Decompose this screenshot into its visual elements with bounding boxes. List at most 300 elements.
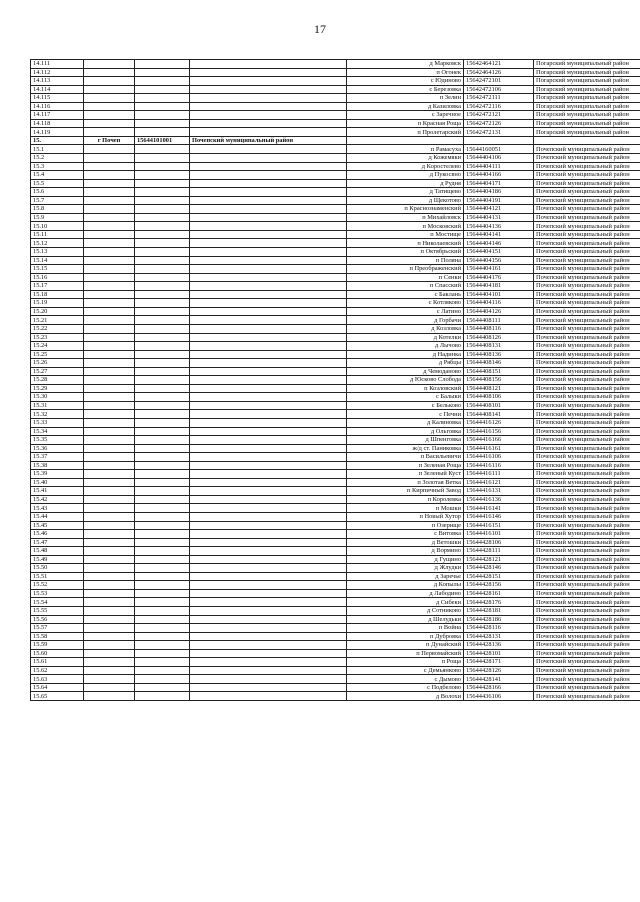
district-name: Почепский муниципальный район bbox=[534, 444, 640, 453]
empty-cell bbox=[190, 512, 347, 521]
table-row bbox=[31, 188, 640, 197]
district-name: Почепский муниципальный район bbox=[534, 290, 640, 299]
row-number: 14.115 bbox=[31, 94, 84, 103]
settlement-name: п Золотая Ветка bbox=[347, 478, 464, 487]
settlement-name: д Волохи bbox=[347, 692, 464, 701]
empty-cell bbox=[135, 350, 190, 359]
oktmo-code: 15644404191 bbox=[464, 196, 534, 205]
table-row bbox=[31, 658, 640, 667]
oktmo-code: 15644428181 bbox=[464, 607, 534, 616]
table-row bbox=[31, 324, 640, 333]
district-name: Почепский муниципальный район bbox=[534, 675, 640, 684]
empty-cell bbox=[135, 68, 190, 77]
table-row bbox=[31, 495, 640, 504]
empty-cell bbox=[190, 68, 347, 77]
settlement-name: п Мошки bbox=[347, 504, 464, 513]
section-district: Почепский муниципальный район bbox=[190, 136, 347, 145]
table-row bbox=[31, 444, 640, 453]
table-row bbox=[31, 376, 640, 385]
empty-cell bbox=[135, 128, 190, 137]
table-row bbox=[31, 555, 640, 564]
oktmo-code: 15642472126 bbox=[464, 119, 534, 128]
table-row bbox=[31, 213, 640, 222]
empty-cell bbox=[190, 316, 347, 325]
oktmo-code: 15644416131 bbox=[464, 487, 534, 496]
table-row bbox=[31, 624, 640, 633]
oktmo-code: 15644404131 bbox=[464, 213, 534, 222]
settlement-name: п Поляна bbox=[347, 256, 464, 265]
empty-cell bbox=[190, 504, 347, 513]
empty-cell bbox=[190, 342, 347, 351]
table-row bbox=[31, 230, 640, 239]
district-name: Почепский муниципальный район bbox=[534, 410, 640, 419]
district-name: Почепский муниципальный район bbox=[534, 324, 640, 333]
oktmo-code: 15644408136 bbox=[464, 350, 534, 359]
table-row bbox=[31, 342, 640, 351]
empty-cell bbox=[84, 521, 135, 530]
oktmo-code: 15644428176 bbox=[464, 598, 534, 607]
oktmo-code: 15644416111 bbox=[464, 470, 534, 479]
settlement-name: д Чемоданово bbox=[347, 367, 464, 376]
empty-cell bbox=[135, 333, 190, 342]
district-name: Почепский муниципальный район bbox=[534, 530, 640, 539]
empty-cell bbox=[190, 461, 347, 470]
empty-cell bbox=[84, 384, 135, 393]
empty-cell bbox=[190, 495, 347, 504]
empty-cell bbox=[84, 94, 135, 103]
empty-cell bbox=[190, 607, 347, 616]
row-number: 14.112 bbox=[31, 68, 84, 77]
empty-cell bbox=[135, 624, 190, 633]
empty-cell bbox=[84, 427, 135, 436]
empty-cell bbox=[190, 410, 347, 419]
row-number: 14.117 bbox=[31, 111, 84, 120]
row-number: 14.111 bbox=[31, 60, 84, 69]
district-name: Почепский муниципальный район bbox=[534, 487, 640, 496]
oktmo-code: 15642472101 bbox=[464, 77, 534, 86]
row-number: 15.17 bbox=[31, 282, 84, 291]
empty-cell bbox=[190, 632, 347, 641]
oktmo-code: 15644404111 bbox=[464, 162, 534, 171]
section-header-row bbox=[31, 136, 640, 145]
district-name: Почепский муниципальный район bbox=[534, 547, 640, 556]
district-name: Почепский муниципальный район bbox=[534, 555, 640, 564]
empty-cell bbox=[190, 641, 347, 650]
row-number: 15.6 bbox=[31, 188, 84, 197]
oktmo-code: 15644428151 bbox=[464, 572, 534, 581]
settlement-name: д Копылы bbox=[347, 581, 464, 590]
empty-cell bbox=[135, 119, 190, 128]
row-number: 15.11 bbox=[31, 230, 84, 239]
table-row bbox=[31, 350, 640, 359]
row-number: 15.15 bbox=[31, 265, 84, 274]
empty-cell bbox=[190, 393, 347, 402]
empty-cell bbox=[84, 68, 135, 77]
settlements-table bbox=[30, 59, 640, 701]
table-row bbox=[31, 547, 640, 556]
row-number: 15.58 bbox=[31, 632, 84, 641]
settlement-name: п Михайловск bbox=[347, 213, 464, 222]
row-number: 15.4 bbox=[31, 171, 84, 180]
empty-cell bbox=[190, 581, 347, 590]
table-row bbox=[31, 128, 640, 137]
row-number: 15.29 bbox=[31, 384, 84, 393]
district-name: Почепский муниципальный район bbox=[534, 333, 640, 342]
empty-cell bbox=[135, 615, 190, 624]
settlement-name: п Октябрьский bbox=[347, 248, 464, 257]
empty-cell bbox=[190, 154, 347, 163]
empty-cell bbox=[84, 692, 135, 701]
empty-cell bbox=[190, 598, 347, 607]
oktmo-code: 15644404186 bbox=[464, 188, 534, 197]
empty-cell bbox=[84, 111, 135, 120]
empty-cell bbox=[190, 675, 347, 684]
district-name: Почепский муниципальный район bbox=[534, 265, 640, 274]
settlement-name: д Жлудки bbox=[347, 564, 464, 573]
district-name: Погарский муниципальный район bbox=[534, 119, 640, 128]
oktmo-code: 15642472121 bbox=[464, 111, 534, 120]
empty-cell bbox=[190, 589, 347, 598]
empty-cell bbox=[190, 624, 347, 633]
oktmo-code: 15644428141 bbox=[464, 675, 534, 684]
row-number: 15.48 bbox=[31, 547, 84, 556]
oktmo-code: 15642472116 bbox=[464, 102, 534, 111]
empty-cell bbox=[135, 85, 190, 94]
empty-cell bbox=[84, 393, 135, 402]
empty-cell bbox=[135, 265, 190, 274]
empty-cell bbox=[135, 444, 190, 453]
empty-cell bbox=[190, 478, 347, 487]
oktmo-code: 15644428166 bbox=[464, 683, 534, 692]
table-row bbox=[31, 683, 640, 692]
settlement-name: д Рябцы bbox=[347, 359, 464, 368]
empty-cell bbox=[135, 512, 190, 521]
empty-cell bbox=[84, 538, 135, 547]
oktmo-code: 15644408121 bbox=[464, 384, 534, 393]
table-row bbox=[31, 256, 640, 265]
district-name: Почепский муниципальный район bbox=[534, 316, 640, 325]
district-name: Почепский муниципальный район bbox=[534, 512, 640, 521]
settlement-name: п Война bbox=[347, 624, 464, 633]
row-number: 15.47 bbox=[31, 538, 84, 547]
empty-cell bbox=[190, 239, 347, 248]
empty-cell bbox=[190, 222, 347, 231]
oktmo-code: 15644416141 bbox=[464, 504, 534, 513]
row-number: 14.119 bbox=[31, 128, 84, 137]
district-name: Почепский муниципальный район bbox=[534, 205, 640, 214]
district-name: Погарский муниципальный район bbox=[534, 128, 640, 137]
row-number: 15.49 bbox=[31, 555, 84, 564]
settlement-name: д Рудня bbox=[347, 179, 464, 188]
oktmo-code: 15644404136 bbox=[464, 222, 534, 231]
oktmo-code: 15644404141 bbox=[464, 230, 534, 239]
empty-cell bbox=[84, 222, 135, 231]
empty-cell bbox=[84, 162, 135, 171]
oktmo-code: 15644428156 bbox=[464, 581, 534, 590]
empty-cell bbox=[135, 145, 190, 154]
empty-cell bbox=[135, 555, 190, 564]
row-number: 15.12 bbox=[31, 239, 84, 248]
empty-cell bbox=[190, 213, 347, 222]
row-number: 15.10 bbox=[31, 222, 84, 231]
empty-cell bbox=[135, 564, 190, 573]
empty-cell bbox=[534, 136, 640, 145]
empty-cell bbox=[135, 384, 190, 393]
oktmo-code: 15644404181 bbox=[464, 282, 534, 291]
oktmo-code: 15644408116 bbox=[464, 324, 534, 333]
oktmo-code: 15644404156 bbox=[464, 256, 534, 265]
district-name: Почепский муниципальный район bbox=[534, 196, 640, 205]
oktmo-code: 15644416156 bbox=[464, 427, 534, 436]
empty-cell bbox=[190, 666, 347, 675]
settlement-name: д Лабодино bbox=[347, 589, 464, 598]
empty-cell bbox=[190, 530, 347, 539]
empty-cell bbox=[135, 410, 190, 419]
row-number: 15.20 bbox=[31, 307, 84, 316]
table-row bbox=[31, 290, 640, 299]
district-name: Почепский муниципальный район bbox=[534, 564, 640, 573]
district-name: Почепский муниципальный район bbox=[534, 581, 640, 590]
settlement-name: с Печни bbox=[347, 410, 464, 419]
table-row bbox=[31, 248, 640, 257]
table-row bbox=[31, 60, 640, 69]
district-name: Погарский муниципальный район bbox=[534, 111, 640, 120]
empty-cell bbox=[84, 495, 135, 504]
district-name: Почепский муниципальный район bbox=[534, 282, 640, 291]
row-number: 15.25 bbox=[31, 350, 84, 359]
oktmo-code: 15644428116 bbox=[464, 624, 534, 633]
empty-cell bbox=[190, 324, 347, 333]
oktmo-code: 15644428101 bbox=[464, 649, 534, 658]
row-number: 15.41 bbox=[31, 487, 84, 496]
settlement-name: с Заречное bbox=[347, 111, 464, 120]
table-row bbox=[31, 77, 640, 86]
table-row bbox=[31, 666, 640, 675]
empty-cell bbox=[190, 119, 347, 128]
row-number: 15.24 bbox=[31, 342, 84, 351]
empty-cell bbox=[84, 410, 135, 419]
settlement-name: д Калиновка bbox=[347, 418, 464, 427]
empty-cell bbox=[84, 376, 135, 385]
empty-cell bbox=[135, 683, 190, 692]
table-row bbox=[31, 222, 640, 231]
table-row bbox=[31, 598, 640, 607]
empty-cell bbox=[135, 230, 190, 239]
row-number: 15.39 bbox=[31, 470, 84, 479]
oktmo-code: 15644436106 bbox=[464, 692, 534, 701]
empty-cell bbox=[135, 239, 190, 248]
empty-cell bbox=[135, 205, 190, 214]
row-number: 15.57 bbox=[31, 624, 84, 633]
empty-cell bbox=[135, 607, 190, 616]
district-name: Почепский муниципальный район bbox=[534, 359, 640, 368]
table-row bbox=[31, 111, 640, 120]
empty-cell bbox=[135, 376, 190, 385]
oktmo-code: 15644404146 bbox=[464, 239, 534, 248]
empty-cell bbox=[84, 119, 135, 128]
row-number: 15.56 bbox=[31, 615, 84, 624]
oktmo-code: 15644416146 bbox=[464, 512, 534, 521]
empty-cell bbox=[135, 658, 190, 667]
settlement-name: с Березовка bbox=[347, 85, 464, 94]
settlement-name: с Котляково bbox=[347, 299, 464, 308]
district-name: Почепский муниципальный район bbox=[534, 393, 640, 402]
oktmo-code: 15642472111 bbox=[464, 94, 534, 103]
table-row bbox=[31, 205, 640, 214]
empty-cell bbox=[190, 188, 347, 197]
empty-cell bbox=[84, 487, 135, 496]
district-name: Почепский муниципальный район bbox=[534, 384, 640, 393]
empty-cell bbox=[84, 624, 135, 633]
table-row bbox=[31, 154, 640, 163]
empty-cell bbox=[190, 333, 347, 342]
row-number: 15.18 bbox=[31, 290, 84, 299]
settlement-name: д Шелудьки bbox=[347, 615, 464, 624]
row-number: 15.5 bbox=[31, 179, 84, 188]
empty-cell bbox=[190, 572, 347, 581]
empty-cell bbox=[135, 162, 190, 171]
empty-cell bbox=[135, 256, 190, 265]
empty-cell bbox=[190, 401, 347, 410]
row-number: 15.62 bbox=[31, 666, 84, 675]
empty-cell bbox=[84, 154, 135, 163]
oktmo-code: 15644408141 bbox=[464, 410, 534, 419]
oktmo-code: 15644428111 bbox=[464, 547, 534, 556]
oktmo-code: 15642464126 bbox=[464, 68, 534, 77]
empty-cell bbox=[190, 196, 347, 205]
table-row bbox=[31, 273, 640, 282]
table-row bbox=[31, 478, 640, 487]
row-number: 15.21 bbox=[31, 316, 84, 325]
oktmo-code: 15644404176 bbox=[464, 273, 534, 282]
district-name: Погарский муниципальный район bbox=[534, 85, 640, 94]
empty-cell bbox=[84, 607, 135, 616]
table-row bbox=[31, 538, 640, 547]
settlement-name: с Дымово bbox=[347, 675, 464, 684]
empty-cell bbox=[135, 324, 190, 333]
row-number: 15.63 bbox=[31, 675, 84, 684]
row-number: 14.118 bbox=[31, 119, 84, 128]
empty-cell bbox=[190, 384, 347, 393]
settlement-name: д Ветошки bbox=[347, 538, 464, 547]
oktmo-code: 15644408151 bbox=[464, 367, 534, 376]
settlement-name: д Шпенговка bbox=[347, 436, 464, 445]
empty-cell bbox=[135, 666, 190, 675]
empty-cell bbox=[135, 367, 190, 376]
empty-cell bbox=[190, 265, 347, 274]
empty-cell bbox=[84, 572, 135, 581]
empty-cell bbox=[84, 615, 135, 624]
district-name: Почепский муниципальный район bbox=[534, 188, 640, 197]
empty-cell bbox=[190, 692, 347, 701]
empty-cell bbox=[135, 427, 190, 436]
empty-cell bbox=[135, 290, 190, 299]
empty-cell bbox=[135, 94, 190, 103]
oktmo-code: 15644428186 bbox=[464, 615, 534, 624]
settlement-name: п Мостище bbox=[347, 230, 464, 239]
district-name: Почепский муниципальный район bbox=[534, 624, 640, 633]
settlement-name: п Дубровка bbox=[347, 632, 464, 641]
row-number: 14.116 bbox=[31, 102, 84, 111]
empty-cell bbox=[135, 692, 190, 701]
district-name: Почепский муниципальный район bbox=[534, 461, 640, 470]
oktmo-code: 15644428161 bbox=[464, 589, 534, 598]
empty-cell bbox=[190, 521, 347, 530]
oktmo-code: 15644428126 bbox=[464, 666, 534, 675]
district-name: Почепский муниципальный район bbox=[534, 401, 640, 410]
empty-cell bbox=[190, 248, 347, 257]
table-row bbox=[31, 692, 640, 701]
empty-cell bbox=[190, 427, 347, 436]
oktmo-code: 15644428146 bbox=[464, 564, 534, 573]
row-number: 15.36 bbox=[31, 444, 84, 453]
oktmo-code: 15644416136 bbox=[464, 495, 534, 504]
empty-cell bbox=[84, 666, 135, 675]
table-row bbox=[31, 162, 640, 171]
empty-cell bbox=[84, 658, 135, 667]
empty-cell bbox=[84, 598, 135, 607]
oktmo-code: 15644408111 bbox=[464, 316, 534, 325]
row-number: 15.42 bbox=[31, 495, 84, 504]
settlement-name: д Лычово bbox=[347, 342, 464, 351]
empty-cell bbox=[135, 316, 190, 325]
settlement-name: д Татищево bbox=[347, 188, 464, 197]
district-name: Почепский муниципальный район bbox=[534, 154, 640, 163]
empty-cell bbox=[84, 299, 135, 308]
oktmo-code: 15644416161 bbox=[464, 444, 534, 453]
empty-cell bbox=[190, 359, 347, 368]
row-number: 15.1 bbox=[31, 145, 84, 154]
oktmo-code: 15644416151 bbox=[464, 521, 534, 530]
empty-cell bbox=[135, 504, 190, 513]
district-name: Почепский муниципальный район bbox=[534, 376, 640, 385]
empty-cell bbox=[190, 290, 347, 299]
district-name: Почепский муниципальный район bbox=[534, 350, 640, 359]
empty-cell bbox=[190, 162, 347, 171]
table-row bbox=[31, 401, 640, 410]
district-name: Почепский муниципальный район bbox=[534, 248, 640, 257]
settlement-name: п Спасский bbox=[347, 282, 464, 291]
empty-cell bbox=[84, 564, 135, 573]
empty-cell bbox=[190, 102, 347, 111]
empty-cell bbox=[190, 564, 347, 573]
district-name: Почепский муниципальный район bbox=[534, 478, 640, 487]
row-number: 15.50 bbox=[31, 564, 84, 573]
empty-cell bbox=[464, 136, 534, 145]
district-name: Почепский муниципальный район bbox=[534, 418, 640, 427]
empty-cell bbox=[84, 324, 135, 333]
empty-cell bbox=[84, 248, 135, 257]
row-number: 15.46 bbox=[31, 530, 84, 539]
empty-cell bbox=[190, 60, 347, 69]
empty-cell bbox=[190, 299, 347, 308]
settlement-name: с Демьянково bbox=[347, 666, 464, 675]
settlement-name: с Витовка bbox=[347, 530, 464, 539]
empty-cell bbox=[84, 350, 135, 359]
settlement-name: с Юдиново bbox=[347, 77, 464, 86]
district-name: Почепский муниципальный район bbox=[534, 367, 640, 376]
empty-cell bbox=[84, 205, 135, 214]
settlement-name: д Вормино bbox=[347, 547, 464, 556]
district-name: Погарский муниципальный район bbox=[534, 94, 640, 103]
settlement-name: с Подбелово bbox=[347, 683, 464, 692]
table-row bbox=[31, 530, 640, 539]
oktmo-code: 15644404151 bbox=[464, 248, 534, 257]
district-name: Погарский муниципальный район bbox=[534, 77, 640, 86]
empty-cell bbox=[84, 60, 135, 69]
settlement-name: д Казиловка bbox=[347, 102, 464, 111]
row-number: 15.54 bbox=[31, 598, 84, 607]
